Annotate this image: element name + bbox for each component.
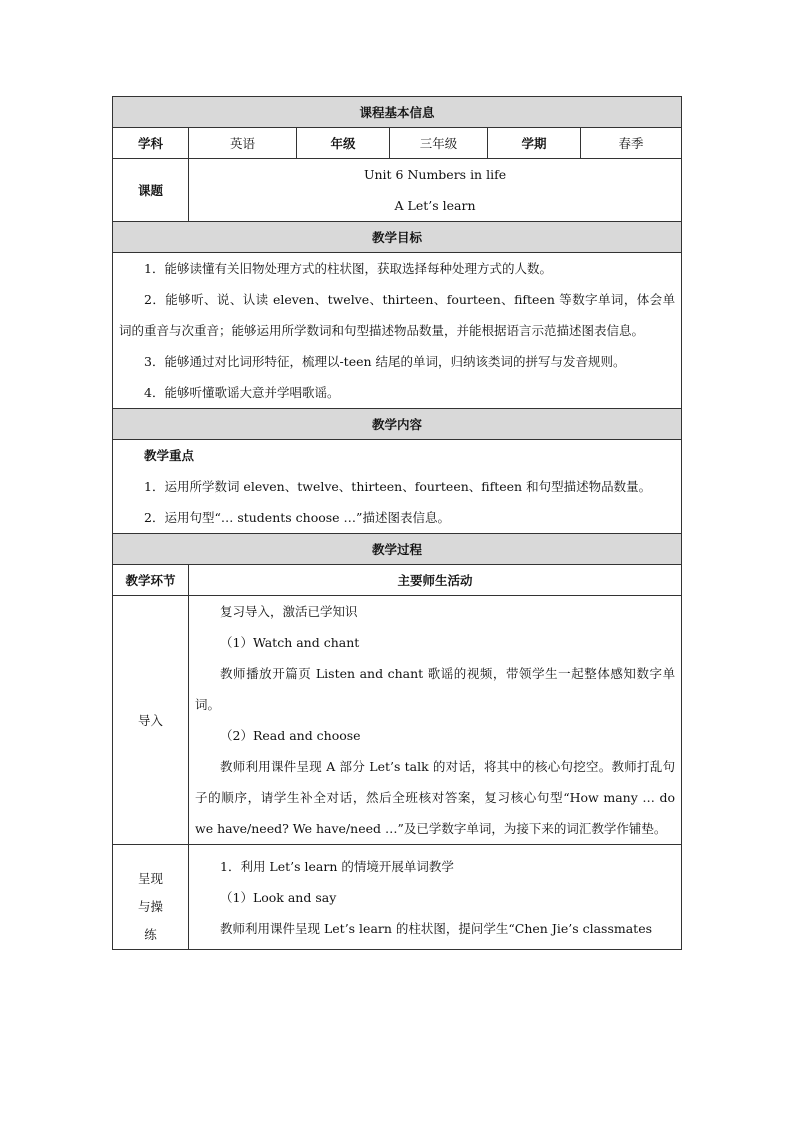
- activity-line: 教师利用课件呈现 Let’s learn 的柱状图，提问学生“Chen Jie’s classmates: [220, 920, 653, 936]
- topic-part: A Let’s learn: [394, 198, 476, 213]
- activity-line: 教师播放开篇页 Listen and chant 歌谣的视频，带领学生一起整体感知数字单词。: [195, 666, 676, 712]
- topic-label: 课题: [113, 159, 189, 222]
- content-header: 教学内容: [113, 409, 682, 440]
- stage-name-presentation: 呈现与操练: [113, 845, 189, 950]
- lesson-info-table: [112, 96, 682, 950]
- course-info-header: 课程基本信息: [113, 97, 682, 128]
- content-body: [113, 440, 682, 534]
- activity-line: 复习导入，激活已学知识: [220, 604, 358, 619]
- topic-value: [189, 159, 682, 222]
- process-header: 教学过程: [113, 534, 682, 565]
- goal-item: 2．能够听、说、认读 eleven、twelve、thirteen、fourteen、fifteen 等数字单词，体会单词的重音与次重音；能够运用所学数词和句型描述物品数量，并能根据语言示范描述图表信息。: [119, 292, 676, 338]
- term-label: 学期: [488, 128, 581, 159]
- activity-line: （1）Look and say: [220, 889, 337, 905]
- activity-line: （1）Watch and chant: [220, 635, 360, 650]
- goal-item: 3．能够通过对比词形特征，梳理以-teen 结尾的单词，归纳该类词的拼写与发音规则。: [144, 354, 626, 369]
- subject-label: 学科: [113, 128, 189, 159]
- activity-line: 教师利用课件呈现 A 部分 Let’s talk 的对话，将其中的核心句挖空。教师打乱句子的顺序，请学生补全对话，然后全班核对答案，复习核心句型“How many … do we have/need? We have/need …”及已学数字单词，为接下来的词汇教学作铺垫。: [195, 759, 676, 836]
- stage-name-intro: 导入: [113, 596, 189, 845]
- subject-value: 英语: [189, 128, 297, 159]
- stage-activities-intro: [189, 596, 682, 845]
- topic-unit: Unit 6 Numbers in life: [363, 167, 507, 182]
- activity-line: 1．利用 Let’s learn 的情境开展单词教学: [220, 858, 454, 874]
- goal-item: 1．能够读懂有关旧物处理方式的柱状图，获取选择每种处理方式的人数。: [144, 261, 552, 276]
- term-value: 春季: [581, 128, 682, 159]
- focus-item: 2．运用句型“… students choose …”描述图表信息。: [144, 510, 450, 525]
- grade-label: 年级: [297, 128, 390, 159]
- focus-item: 1．运用所学数词 eleven、twelve、thirteen、fourteen、fifteen 和句型描述物品数量。: [144, 479, 652, 494]
- focus-label: 教学重点: [144, 448, 195, 463]
- goals-header: 教学目标: [113, 222, 682, 253]
- stage-column-header: 教学环节: [113, 565, 189, 596]
- grade-value: 三年级: [390, 128, 488, 159]
- stage-activities-presentation: [189, 845, 682, 950]
- activity-column-header: 主要师生活动: [189, 565, 682, 596]
- goal-item: 4．能够听懂歌谣大意并学唱歌谣。: [144, 385, 340, 400]
- goals-body: [113, 253, 682, 409]
- activity-line: （2）Read and choose: [220, 728, 361, 743]
